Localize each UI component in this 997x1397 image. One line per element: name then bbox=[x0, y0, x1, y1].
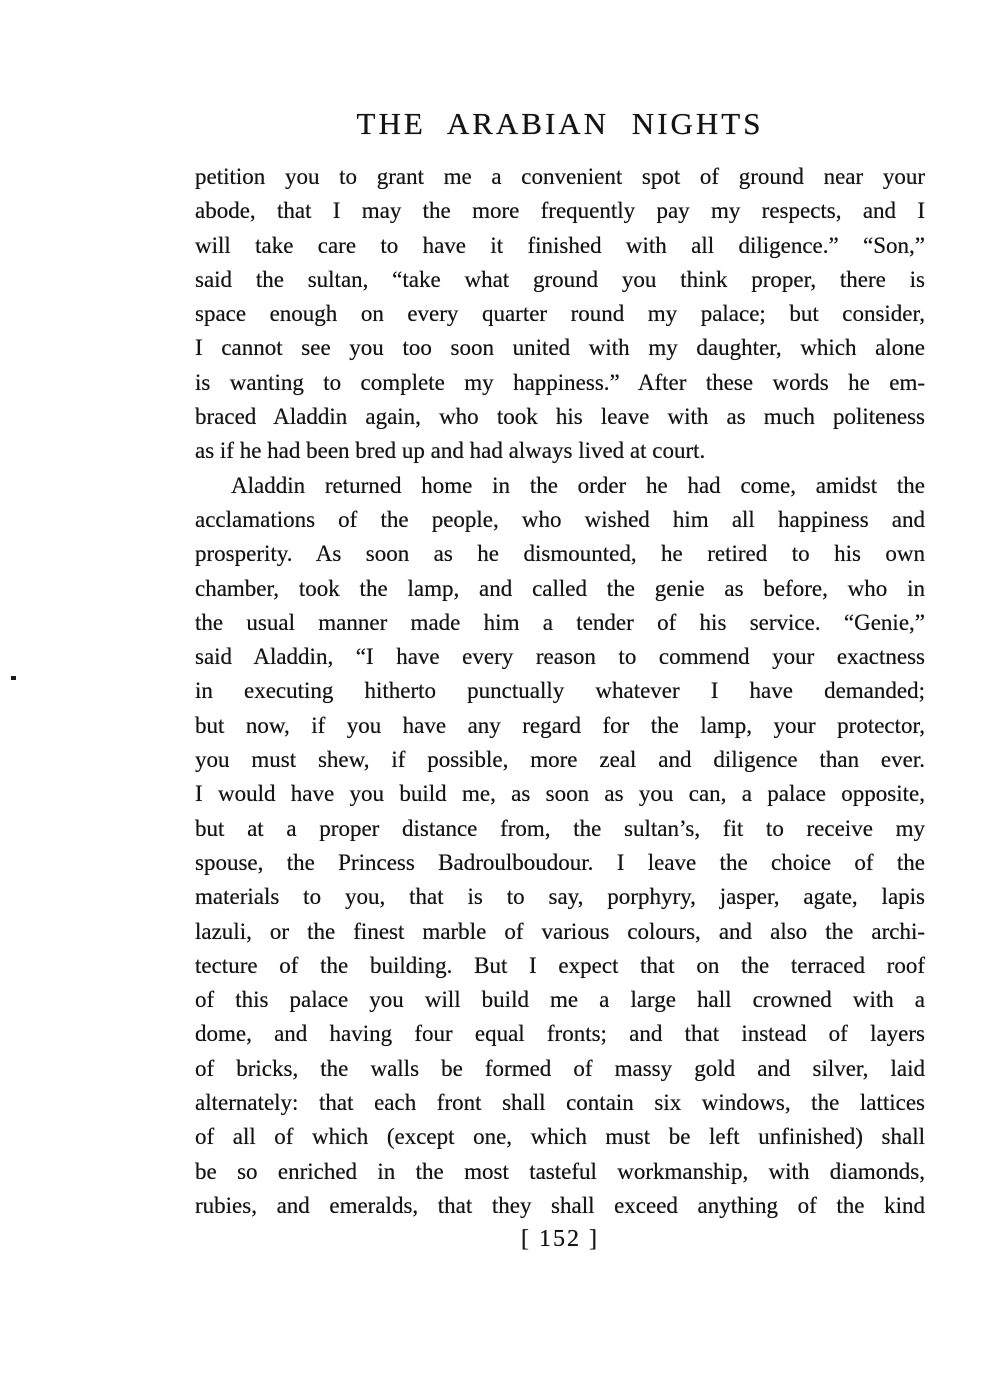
text-line: braced Aladdin again, who took his leave with as much politeness bbox=[195, 404, 925, 430]
body-text bbox=[195, 160, 925, 1223]
text-line-paragraph-end: as if he had been bred up and had always lived at court. bbox=[195, 438, 706, 464]
text-line: abode, that I may the more frequently pay my respects, and I bbox=[195, 198, 925, 224]
text-line: be so enriched in the most tasteful workmanship, with diamonds, bbox=[195, 1158, 925, 1184]
text-line: I would have you build me, as soon as you can, a palace opposite, bbox=[195, 781, 925, 807]
page-number: [ 152 ] bbox=[521, 1226, 599, 1252]
running-head: THE ARABIAN NIGHTS bbox=[356, 106, 764, 141]
text-line: said the sultan, “take what ground you think proper, there is bbox=[195, 266, 925, 292]
text-line: rubies, and emeralds, that they shall exceed anything of the kind bbox=[195, 1192, 925, 1218]
text-line: the usual manner made him a tender of his service. “Genie,” bbox=[195, 609, 925, 635]
text-line: is wanting to complete my happiness.” After these words he em- bbox=[195, 369, 925, 395]
text-line: of bricks, the walls be formed of massy gold and silver, laid bbox=[195, 1055, 925, 1081]
text-line: acclamations of the people, who wished him all happiness and bbox=[195, 506, 925, 532]
text-line: materials to you, that is to say, porphyry, jasper, agate, lapis bbox=[195, 884, 925, 910]
text-line: will take care to have it finished with all diligence.” “Son,” bbox=[195, 232, 925, 258]
text-line: of all of which (except one, which must be left unfinished) shall bbox=[195, 1124, 925, 1150]
text-line: alternately: that each front shall contain six windows, the lattices bbox=[195, 1090, 925, 1116]
text-line: tecture of the building. But I expect that on the terraced roof bbox=[195, 952, 925, 978]
text-line: in executing hitherto punctually whatever I have demanded; bbox=[195, 678, 925, 704]
text-line: you must shew, if possible, more zeal and diligence than ever. bbox=[195, 747, 925, 773]
text-line: of this palace you will build me a large hall crowned with a bbox=[195, 987, 925, 1013]
text-line: prosperity. As soon as he dismounted, he retired to his own bbox=[195, 541, 925, 567]
text-line: spouse, the Princess Badroulboudour. I leave the choice of the bbox=[195, 849, 925, 875]
text-line: dome, and having four equal fronts; and that instead of layers bbox=[195, 1021, 925, 1047]
text-line: chamber, took the lamp, and called the genie as before, who in bbox=[195, 575, 925, 601]
text-line: space enough on every quarter round my palace; but consider, bbox=[195, 301, 925, 327]
text-line: but now, if you have any regard for the lamp, your protector, bbox=[195, 712, 925, 738]
text-line: petition you to grant me a convenient spot of ground near your bbox=[195, 164, 925, 189]
text-line: I cannot see you too soon united with my daughter, which alone bbox=[195, 335, 925, 361]
text-line: lazuli, or the finest marble of various colours, and also the archi- bbox=[195, 918, 925, 944]
text-line: said Aladdin, “I have every reason to commend your exactness bbox=[195, 644, 925, 670]
text-line-paragraph-start: Aladdin returned home in the order he had come, amidst the bbox=[231, 472, 925, 498]
text-line: but at a proper distance from, the sultan’s, fit to receive my bbox=[195, 815, 925, 841]
ink-speck bbox=[11, 676, 16, 680]
